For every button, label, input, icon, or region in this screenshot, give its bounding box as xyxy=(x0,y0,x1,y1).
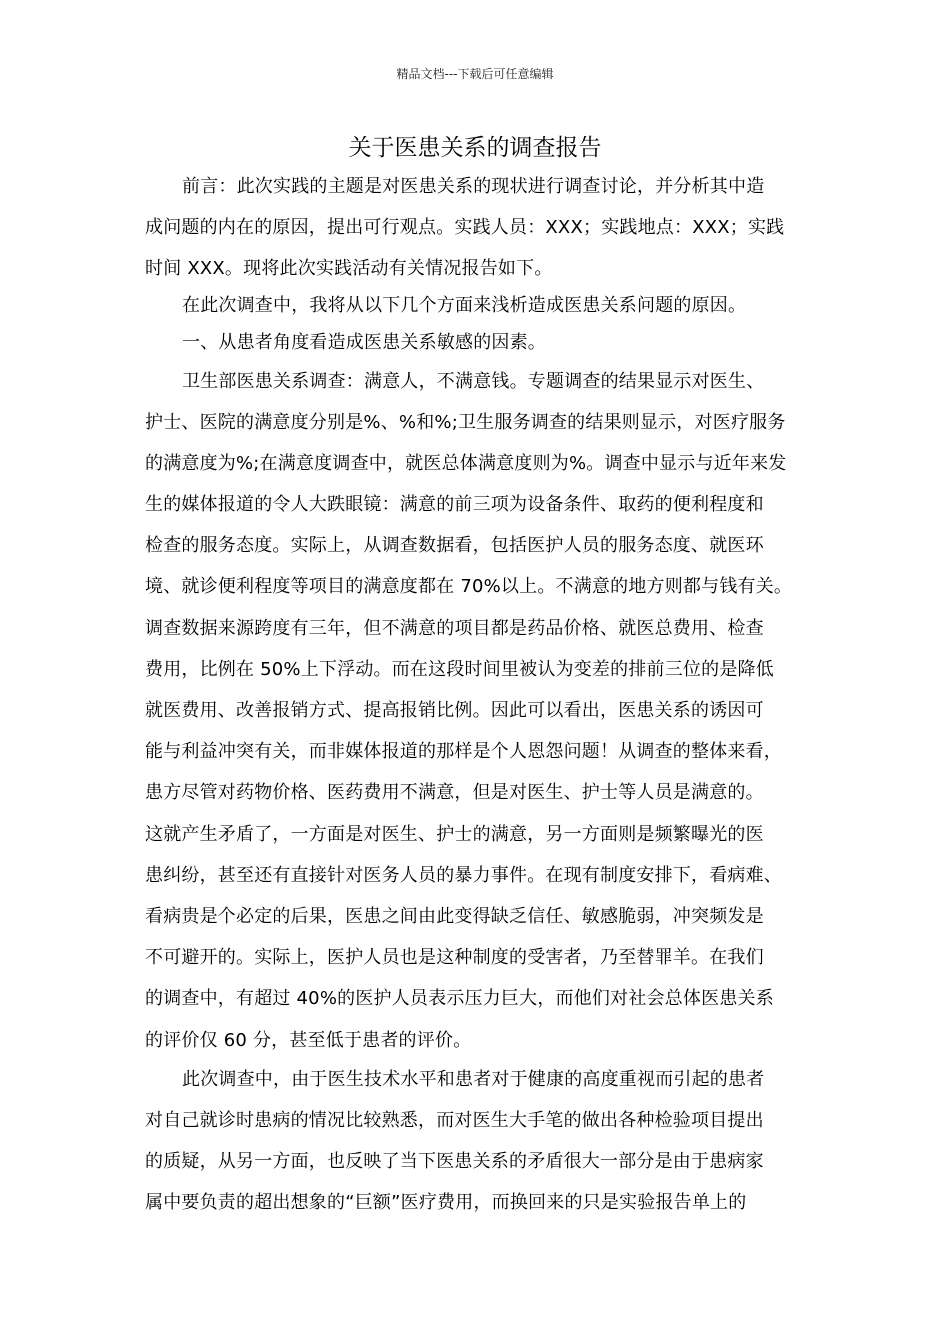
body-line: 费用，比例在 50%上下浮动。而在这段时间里被认为变差的排前三位的是降低 xyxy=(145,659,774,680)
body-line: 患方尽管对药物价格、医药费用不满意，但是对医生、护士等人员是满意的。 xyxy=(145,782,764,803)
body-line: 境、就诊便利程度等项目的满意度都在 70%以上。不满意的地方则都与钱有关。 xyxy=(145,576,793,597)
header-note: 精品文档---下载后可任意编辑 xyxy=(396,67,554,81)
body-line: 患纠纷，甚至还有直接针对医务人员的暴力事件。在现有制度安排下，看病难、 xyxy=(145,865,782,886)
body-line: 卫生部医患关系调查：满意人，不满意钱。专题调查的结果显示对医生、 xyxy=(182,371,765,392)
body-line: 看病贵是个必定的后果，医患之间由此变得缺乏信任、敏感脆弱，冲突频发是 xyxy=(145,906,764,927)
body-line: 属中要负责的超出想象的“巨额”医疗费用，而换回来的只是实验报告单上的 xyxy=(145,1192,747,1213)
body-line: 就医费用、改善报销方式、提高报销比例。因此可以看出，医患关系的诱因可 xyxy=(145,700,764,721)
body-line: 在此次调查中，我将从以下几个方面来浅析造成医患关系问题的原因。 xyxy=(182,295,747,316)
section-heading: 一、从患者角度看造成医患关系敏感的因素。 xyxy=(182,332,546,353)
body-line: 生的媒体报道的令人大跌眼镜：满意的前三项为设备条件、取药的便利程度和 xyxy=(145,494,764,515)
body-line: 的评价仅 60 分，甚至低于患者的评价。 xyxy=(145,1030,472,1051)
body-line: 前言：此次实践的主题是对医患关系的现状进行调查讨论，并分析其中造 xyxy=(182,176,765,197)
body-line: 的质疑，从另一方面，也反映了当下医患关系的矛盾很大一部分是由于患病家 xyxy=(145,1151,764,1172)
body-line: 护士、医院的满意度分别是%、%和%;卫生服务调查的结果则显示，对医疗服务 xyxy=(145,412,786,433)
body-line: 的调查中，有超过 40%的医护人员表示压力巨大，而他们对社会总体医患关系 xyxy=(145,988,774,1009)
body-line: 检查的服务态度。实际上，从调查数据看，包括医护人员的服务态度、就医环 xyxy=(145,535,764,556)
body-line: 这就产生矛盾了，一方面是对医生、护士的满意，另一方面则是频繁曝光的医 xyxy=(145,824,764,845)
body-line: 不可避开的。实际上，医护人员也是这种制度的受害者，乃至替罪羊。在我们 xyxy=(145,947,764,968)
body-line: 此次调查中，由于医生技术水平和患者对于健康的高度重视而引起的患者 xyxy=(182,1069,765,1090)
body-line: 时间 XXX。现将此次实践活动有关情况报告如下。 xyxy=(145,258,553,279)
body-line: 能与利益冲突有关，而非媒体报道的那样是个人恩怨问题！从调查的整体来看， xyxy=(145,741,782,762)
page-title: 关于医患关系的调查报告 xyxy=(348,135,602,161)
body-line: 成问题的内在的原因，提出可行观点。实践人员：XXX；实践地点：XXX；实践 xyxy=(145,217,785,238)
body-line: 调查数据来源跨度有三年，但不满意的项目都是药品价格、就医总费用、检查 xyxy=(145,618,764,639)
body-line: 的满意度为%;在满意度调查中，就医总体满意度则为%。调查中显示与近年来发 xyxy=(145,453,787,474)
body-line: 对自己就诊时患病的情况比较熟悉，而对医生大手笔的做出各种检验项目提出 xyxy=(145,1110,764,1131)
